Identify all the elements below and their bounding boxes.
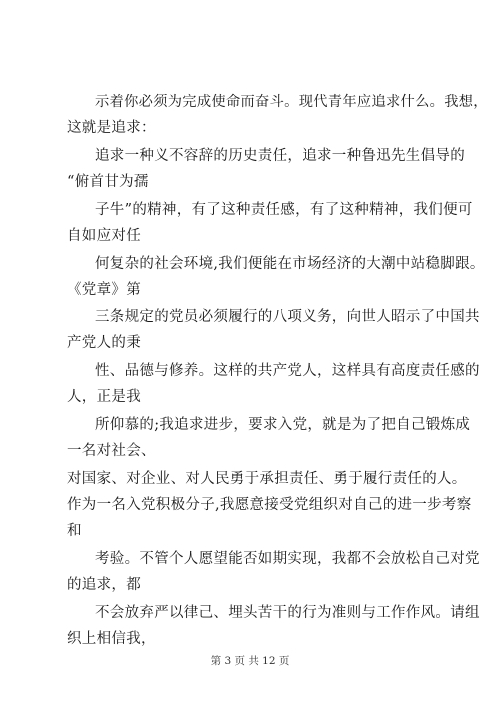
text-line: 何复杂的社会环境,我们便能在市场经济的大潮中站稳脚跟。 [95, 256, 485, 272]
text-line: 产党人的秉 [67, 335, 141, 351]
text-line: 和 [67, 523, 82, 539]
text-line: 示着你必须为完成使命而奋斗。现代青年应追求什么。我想， [95, 94, 488, 110]
text-line: 自如应对任 [67, 228, 141, 244]
text-line: 的追求，都 [67, 577, 141, 593]
text-line: 所仰慕的;我追求进步，要求入党，就是为了把自己锻炼成 [95, 417, 471, 433]
text-line: “俯首甘为孺 [67, 174, 149, 190]
text-line: 这就是追求： [67, 120, 156, 136]
page-number-footer: 第 3 页 共 12 页 [210, 655, 290, 667]
text-line: 对国家、对企业、对人民勇于承担责任、勇于履行责任的人。 [67, 471, 467, 487]
text-line: 追求一种义不容辞的历史责任，追求一种鲁迅先生倡导的 [95, 148, 465, 164]
text-line: 人，正是我 [67, 389, 141, 405]
text-line: 不会放弃严以律己、埋头苦干的行为准则与工作作风。请组 [95, 605, 480, 621]
text-line: 三条规定的党员必须履行的八项义务，向世人昭示了中国共 [95, 309, 480, 325]
text-line: 子牛”的精神，有了这种责任感，有了这种精神，我们便可 [95, 202, 473, 218]
text-line: 作为一名入党积极分子,我愿意接受党组织对自己的进一步考察 [67, 497, 472, 513]
text-line: 《党章》第 [67, 282, 141, 298]
text-line: 织上相信我， [67, 631, 156, 647]
text-line: 考验。不管个人愿望能否如期实现，我都不会放松自己对党 [95, 551, 480, 567]
text-line: 性、品德与修养。这样的共产党人，这样具有高度责任感的 [95, 363, 480, 379]
text-line: 一名对社会、 [67, 443, 156, 459]
